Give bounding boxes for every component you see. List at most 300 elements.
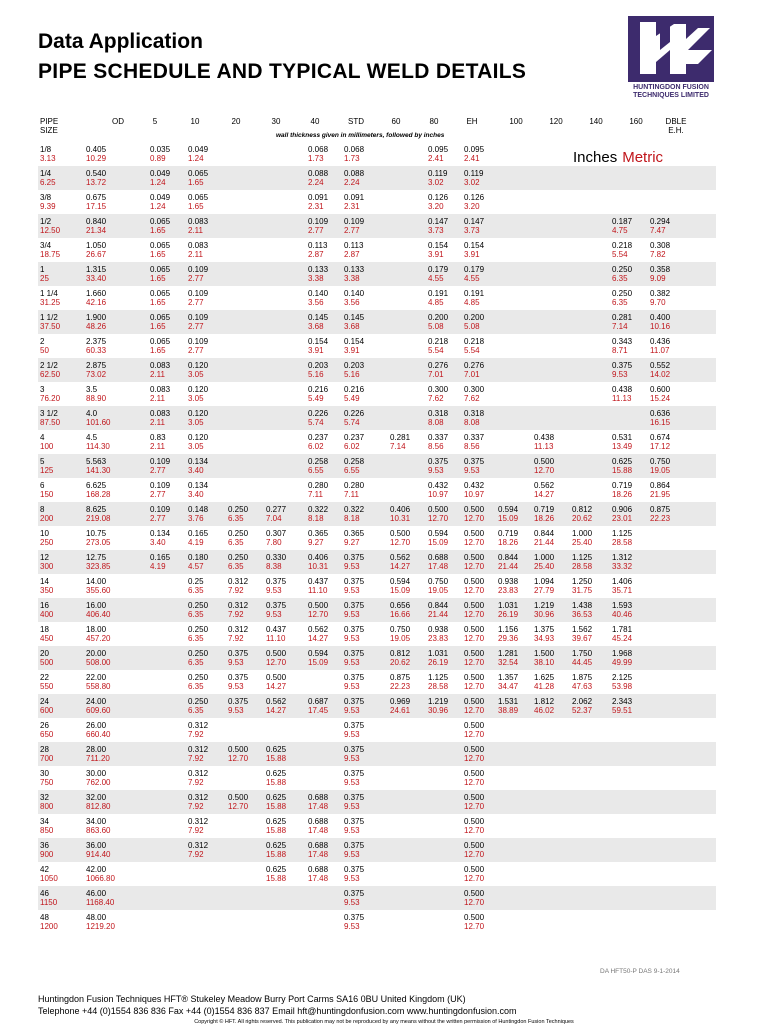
cell-inches: 0.375 xyxy=(266,577,287,586)
cell-metric: 3.56 xyxy=(344,298,360,307)
cell-inches: 0.179 xyxy=(464,265,485,274)
cell-metric: 8.18 xyxy=(308,514,324,523)
cell-inches: 3.5 xyxy=(86,385,98,394)
cell-metric: 7.92 xyxy=(188,802,204,811)
cell-metric: 3.05 xyxy=(188,418,204,427)
cell-metric: 15.09 xyxy=(428,538,449,547)
cell-metric: 9.53 xyxy=(344,850,360,859)
cell-inches: 0.438 xyxy=(612,385,633,394)
cell-metric: 2.11 xyxy=(188,250,203,259)
cell-inches: 0.312 xyxy=(228,577,249,586)
cell-inches: 1.094 xyxy=(534,577,555,586)
cell-metric: 5.74 xyxy=(344,418,360,427)
nominal-size-metric: 450 xyxy=(40,634,54,643)
cell-inches: 28.00 xyxy=(86,745,107,754)
nominal-size-inches: 14 xyxy=(40,577,49,586)
cell-inches: 1.125 xyxy=(428,673,449,682)
cell-inches: 0.179 xyxy=(428,265,449,274)
cell-inches: 0.065 xyxy=(188,169,209,178)
page-title: Data Application xyxy=(38,30,203,53)
cell-metric: 6.35 xyxy=(228,538,244,547)
cell-metric: 9.53 xyxy=(344,562,360,571)
cell-metric: 30.96 xyxy=(428,706,449,715)
cell-inches: 2.062 xyxy=(572,697,593,706)
cell-inches: 0.500 xyxy=(266,649,287,658)
cell-inches: 1.315 xyxy=(86,265,107,274)
cell-metric: 2.77 xyxy=(188,274,204,283)
cell-inches: 0.250 xyxy=(612,289,633,298)
cell-metric: 10.97 xyxy=(464,490,485,499)
cell-inches: 0.500 xyxy=(464,769,485,778)
cell-inches: 0.500 xyxy=(464,817,485,826)
cell-inches: 22.00 xyxy=(86,673,107,682)
cell-metric: 14.27 xyxy=(390,562,411,571)
cell-inches: 0.187 xyxy=(612,217,633,226)
cell-inches: 0.318 xyxy=(464,409,485,418)
cell-inches: 1.219 xyxy=(534,601,555,610)
cell-inches: 1.219 xyxy=(428,697,449,706)
cell-metric: 33.32 xyxy=(612,562,633,571)
cell-inches: 0.322 xyxy=(344,505,365,514)
cell-inches: 48.00 xyxy=(86,913,107,922)
cell-metric: 6.35 xyxy=(188,658,204,667)
cell-inches: 0.500 xyxy=(464,913,485,922)
cell-metric: 21.44 xyxy=(498,562,519,571)
cell-inches: 0.312 xyxy=(228,601,249,610)
cell-inches: 0.180 xyxy=(188,553,209,562)
cell-metric: 12.70 xyxy=(464,850,485,859)
cell-metric: 2.24 xyxy=(308,178,324,187)
cell-metric: 9.53 xyxy=(344,874,360,883)
nominal-size-inches: 48 xyxy=(40,913,49,922)
cell-metric: 6.35 xyxy=(188,586,204,595)
cell-inches: 0.750 xyxy=(650,457,671,466)
cell-metric: 27.79 xyxy=(534,586,555,595)
cell-inches: 0.203 xyxy=(344,361,365,370)
cell-metric: 4.57 xyxy=(188,562,204,571)
cell-metric: 23.83 xyxy=(428,634,449,643)
cell-metric: 23.01 xyxy=(612,514,633,523)
cell-inches: 0.500 xyxy=(464,697,485,706)
cell-inches: 0.091 xyxy=(344,193,365,202)
table-row xyxy=(38,142,716,166)
cell-inches: 0.337 xyxy=(428,433,449,442)
cell-inches: 0.088 xyxy=(308,169,329,178)
nominal-size-metric: 6.25 xyxy=(40,178,56,187)
cell-metric: 4.85 xyxy=(464,298,480,307)
cell-metric: 3.56 xyxy=(308,298,324,307)
nominal-size-inches: 42 xyxy=(40,865,49,874)
cell-inches: 0.226 xyxy=(344,409,365,418)
cell-inches: 0.322 xyxy=(308,505,329,514)
column-header: 100 xyxy=(509,117,523,126)
column-header: 10 xyxy=(190,117,200,126)
cell-metric: 46.02 xyxy=(534,706,555,715)
cell-inches: 0.119 xyxy=(428,169,448,178)
cell-inches: 0.437 xyxy=(308,577,329,586)
cell-metric: 4.75 xyxy=(612,226,628,235)
cell-inches: 0.165 xyxy=(150,553,171,562)
table-row xyxy=(38,190,716,214)
cell-inches: 0.375 xyxy=(612,361,633,370)
cell-inches: 0.500 xyxy=(464,865,485,874)
nominal-size-metric: 1200 xyxy=(40,922,58,931)
cell-inches: 0.375 xyxy=(344,913,365,922)
cell-metric: 1.65 xyxy=(150,346,166,355)
cell-metric: 15.88 xyxy=(266,754,287,763)
cell-inches: 0.154 xyxy=(344,337,365,346)
nominal-size-inches: 46 xyxy=(40,889,49,898)
cell-metric: 7.01 xyxy=(464,370,480,379)
cell-metric: 7.92 xyxy=(228,610,244,619)
cell-inches: 0.688 xyxy=(308,817,329,826)
column-header: 80 xyxy=(429,117,439,126)
cell-inches: 0.750 xyxy=(390,625,411,634)
table-row xyxy=(38,238,716,262)
nominal-size-inches: 28 xyxy=(40,745,49,754)
cell-inches: 0.250 xyxy=(228,529,249,538)
cell-inches: 0.307 xyxy=(266,529,287,538)
cell-metric: 10.31 xyxy=(390,514,411,523)
nominal-size-inches: 20 xyxy=(40,649,49,658)
cell-inches: 0.375 xyxy=(344,649,365,658)
cell-inches: 10.75 xyxy=(86,529,107,538)
cell-inches: 0.200 xyxy=(464,313,485,322)
cell-inches: 0.500 xyxy=(464,577,485,586)
cell-inches: 46.00 xyxy=(86,889,107,898)
cell-metric: 24.61 xyxy=(390,706,411,715)
cell-inches: 0.191 xyxy=(464,289,485,298)
nominal-size-metric: 400 xyxy=(40,610,54,619)
cell-inches: 1.281 xyxy=(498,649,519,658)
cell-metric: 36.53 xyxy=(572,610,593,619)
cell-inches: 0.375 xyxy=(464,457,485,466)
cell-metric: 29.36 xyxy=(498,634,519,643)
nominal-size-inches: 4 xyxy=(40,433,45,442)
cell-inches: 0.312 xyxy=(188,745,209,754)
cell-metric: 3.40 xyxy=(188,466,204,475)
cell-metric: 1.65 xyxy=(150,274,166,283)
cell-inches: 0.552 xyxy=(650,361,671,370)
cell-inches: 0.687 xyxy=(308,697,329,706)
cell-inches: 0.406 xyxy=(308,553,329,562)
cell-inches: 0.312 xyxy=(188,769,209,778)
table-row xyxy=(38,358,716,382)
cell-metric: 7.92 xyxy=(188,754,204,763)
table-row xyxy=(38,910,716,934)
cell-metric: 12.70 xyxy=(534,466,555,475)
cell-metric: 1.65 xyxy=(188,178,204,187)
cell-metric: 1066.80 xyxy=(86,874,115,883)
cell-metric: 44.45 xyxy=(572,658,593,667)
nominal-size-metric: 700 xyxy=(40,754,54,763)
nominal-size-metric: 300 xyxy=(40,562,54,571)
cell-inches: 0.594 xyxy=(498,505,519,514)
cell-inches: 0.436 xyxy=(650,337,671,346)
nominal-size-metric: 850 xyxy=(40,826,54,835)
cell-metric: 4.55 xyxy=(464,274,480,283)
cell-metric: 7.14 xyxy=(390,442,406,451)
cell-inches: 30.00 xyxy=(86,769,107,778)
cell-metric: 12.70 xyxy=(428,514,449,523)
cell-metric: 15.88 xyxy=(266,826,287,835)
cell-metric: 12.70 xyxy=(464,826,485,835)
cell-inches: 0.500 xyxy=(464,505,485,514)
cell-metric: 26.67 xyxy=(86,250,107,259)
cell-metric: 15.24 xyxy=(650,394,671,403)
cell-inches: 0.065 xyxy=(150,337,171,346)
cell-metric: 3.40 xyxy=(188,490,204,499)
table-row xyxy=(38,574,716,598)
cell-metric: 660.40 xyxy=(86,730,111,739)
cell-inches: 0.864 xyxy=(650,481,671,490)
cell-metric: 3.68 xyxy=(344,322,360,331)
cell-metric: 7.92 xyxy=(188,778,204,787)
cell-metric: 10.31 xyxy=(308,562,329,571)
cell-inches: 0.318 xyxy=(428,409,449,418)
cell-metric: 3.38 xyxy=(308,274,324,283)
cell-metric: 32.54 xyxy=(498,658,519,667)
cell-inches: 0.375 xyxy=(228,673,249,682)
cell-inches: 0.065 xyxy=(150,217,171,226)
copyright-notice: Copyright © HFT. All rights reserved. This publication may not be reproduced by any means without the written permission of Huntingdon Fusion Techniques xyxy=(194,1019,574,1025)
cell-inches: 1.031 xyxy=(498,601,519,610)
cell-inches: 0.969 xyxy=(390,697,411,706)
cell-metric: 8.56 xyxy=(428,442,444,451)
nominal-size-inches: 1 xyxy=(40,265,45,274)
table-subheader: wall thickness given in millimeters, followed by inches xyxy=(276,132,445,139)
cell-metric: 19.05 xyxy=(428,586,449,595)
cell-metric: 6.02 xyxy=(344,442,360,451)
cell-metric: 2.77 xyxy=(150,514,166,523)
table-row xyxy=(38,670,716,694)
cell-inches: 2.343 xyxy=(612,697,633,706)
cell-metric: 17.45 xyxy=(308,706,329,715)
cell-metric: 2.11 xyxy=(188,226,203,235)
cell-metric: 22.23 xyxy=(390,682,411,691)
cell-metric: 34.47 xyxy=(498,682,519,691)
cell-inches: 0.938 xyxy=(498,577,519,586)
cell-metric: 15.88 xyxy=(266,802,287,811)
cell-inches: 0.250 xyxy=(188,649,209,658)
column-header: 160 xyxy=(629,117,643,126)
cell-metric: 6.55 xyxy=(344,466,360,475)
cell-inches: 0.500 xyxy=(308,601,329,610)
cell-inches: 0.688 xyxy=(308,841,329,850)
footer-address: Huntingdon Fusion Techniques HFT® Stukeley Meadow Burry Port Carms SA16 0BU United Kingdom (UK) xyxy=(38,994,466,1004)
cell-metric: 9.53 xyxy=(344,922,360,931)
cell-inches: 0.083 xyxy=(188,241,209,250)
cell-metric: 355.60 xyxy=(86,586,111,595)
cell-inches: 0.562 xyxy=(390,553,411,562)
cell-inches: 0.083 xyxy=(188,217,209,226)
cell-inches: 0.200 xyxy=(428,313,449,322)
cell-metric: 9.53 xyxy=(428,466,444,475)
cell-metric: 12.70 xyxy=(464,898,485,907)
cell-metric: 11.13 xyxy=(612,394,632,403)
nominal-size-metric: 750 xyxy=(40,778,54,787)
cell-metric: 1.65 xyxy=(150,226,166,235)
nominal-size-inches: 8 xyxy=(40,505,45,514)
cell-metric: 12.70 xyxy=(464,514,485,523)
cell-inches: 0.083 xyxy=(150,409,171,418)
cell-metric: 3.38 xyxy=(344,274,360,283)
cell-inches: 0.120 xyxy=(188,385,209,394)
cell-inches: 1.438 xyxy=(572,601,593,610)
cell-metric: 323.85 xyxy=(86,562,111,571)
cell-metric: 2.11 xyxy=(150,370,165,379)
table-row xyxy=(38,262,716,286)
cell-inches: 0.277 xyxy=(266,505,287,514)
cell-inches: 0.337 xyxy=(464,433,485,442)
cell-inches: 0.531 xyxy=(612,433,633,442)
cell-metric: 12.70 xyxy=(464,874,485,883)
cell-inches: 1.593 xyxy=(612,601,633,610)
cell-metric: 609.60 xyxy=(86,706,111,715)
table-row xyxy=(38,694,716,718)
cell-metric: 15.88 xyxy=(612,466,633,475)
cell-metric: 39.67 xyxy=(572,634,593,643)
cell-metric: 141.30 xyxy=(86,466,111,475)
cell-inches: 1.968 xyxy=(612,649,633,658)
cell-metric: 6.35 xyxy=(228,514,244,523)
cell-inches: 1.406 xyxy=(612,577,633,586)
table-row xyxy=(38,814,716,838)
cell-metric: 12.70 xyxy=(464,610,485,619)
cell-inches: 0.562 xyxy=(534,481,555,490)
cell-inches: 0.382 xyxy=(650,289,671,298)
cell-inches: 0.25 xyxy=(188,577,204,586)
nominal-size-inches: 5 xyxy=(40,457,45,466)
cell-inches: 0.625 xyxy=(266,769,287,778)
cell-metric: 5.54 xyxy=(464,346,480,355)
cell-inches: 0.625 xyxy=(612,457,633,466)
cell-inches: 0.500 xyxy=(464,793,485,802)
cell-metric: 17.12 xyxy=(650,442,671,451)
cell-metric: 7.62 xyxy=(428,394,444,403)
cell-metric: 3.76 xyxy=(188,514,204,523)
cell-metric: 9.53 xyxy=(228,658,244,667)
cell-metric: 12.70 xyxy=(464,586,485,595)
nominal-size-inches: 1 1/4 xyxy=(40,289,58,298)
cell-inches: 0.375 xyxy=(344,601,365,610)
cell-inches: 0.500 xyxy=(228,793,249,802)
cell-inches: 0.312 xyxy=(188,793,209,802)
cell-metric: 20.62 xyxy=(572,514,593,523)
cell-metric: 11.10 xyxy=(266,634,286,643)
cell-metric: 15.88 xyxy=(266,850,287,859)
cell-inches: 0.065 xyxy=(188,193,209,202)
cell-inches: 1.000 xyxy=(534,553,555,562)
cell-inches: 0.400 xyxy=(650,313,671,322)
cell-metric: 8.71 xyxy=(612,346,628,355)
cell-metric: 1.65 xyxy=(150,298,166,307)
cell-inches: 6.625 xyxy=(86,481,107,490)
cell-inches: 0.500 xyxy=(464,745,485,754)
cell-metric: 6.35 xyxy=(228,562,244,571)
cell-inches: 0.312 xyxy=(228,625,249,634)
table-row xyxy=(38,310,716,334)
cell-inches: 1.660 xyxy=(86,289,107,298)
cell-inches: 0.300 xyxy=(464,385,485,394)
table-row xyxy=(38,502,716,526)
nominal-size-inches: 1/8 xyxy=(40,145,52,154)
cell-metric: 8.56 xyxy=(464,442,480,451)
nominal-size-inches: 12 xyxy=(40,553,49,562)
cell-inches: 1.125 xyxy=(572,553,593,562)
cell-inches: 0.83 xyxy=(150,433,166,442)
cell-metric: 9.53 xyxy=(344,802,360,811)
cell-inches: 0.148 xyxy=(188,505,209,514)
cell-inches: 0.625 xyxy=(266,841,287,850)
cell-metric: 7.62 xyxy=(464,394,480,403)
cell-metric: 2.77 xyxy=(188,298,204,307)
table-row xyxy=(38,286,716,310)
cell-inches: 0.280 xyxy=(344,481,365,490)
cell-metric: 5.54 xyxy=(612,250,628,259)
cell-inches: 0.134 xyxy=(188,457,209,466)
logo-text: HUNTINGDON FUSION TECHNIQUES LIMITED xyxy=(633,84,709,99)
cell-inches: 0.109 xyxy=(188,313,209,322)
cell-metric: 31.75 xyxy=(572,586,593,595)
cell-metric: 5.08 xyxy=(464,322,480,331)
cell-metric: 14.27 xyxy=(266,706,287,715)
cell-inches: 0.068 xyxy=(308,145,329,154)
cell-metric: 12.70 xyxy=(228,754,249,763)
column-header: 20 xyxy=(231,117,241,126)
cell-metric: 3.20 xyxy=(428,202,444,211)
cell-inches: 18.00 xyxy=(86,625,107,634)
nominal-size-metric: 125 xyxy=(40,466,54,475)
cell-inches: 0.432 xyxy=(428,481,449,490)
table-row xyxy=(38,430,716,454)
cell-inches: 0.500 xyxy=(464,721,485,730)
cell-metric: 3.05 xyxy=(188,442,204,451)
cell-metric: 12.70 xyxy=(464,682,485,691)
cell-inches: 0.154 xyxy=(464,241,485,250)
cell-metric: 6.55 xyxy=(308,466,324,475)
cell-metric: 9.53 xyxy=(344,658,360,667)
cell-inches: 0.875 xyxy=(650,505,671,514)
column-header: 5 xyxy=(152,117,158,126)
page-subtitle: PIPE SCHEDULE AND TYPICAL WELD DETAILS xyxy=(38,60,527,83)
cell-metric: 7.11 xyxy=(344,490,359,499)
cell-inches: 0.049 xyxy=(188,145,209,154)
cell-metric: 9.70 xyxy=(650,298,666,307)
table-row xyxy=(38,718,716,742)
cell-metric: 15.88 xyxy=(266,778,287,787)
cell-inches: 0.049 xyxy=(150,169,171,178)
cell-metric: 2.11 xyxy=(150,442,165,451)
cell-metric: 1219.20 xyxy=(86,922,115,931)
cell-inches: 0.562 xyxy=(266,697,287,706)
cell-metric: 12.70 xyxy=(308,610,329,619)
cell-metric: 9.53 xyxy=(344,634,360,643)
nominal-size-inches: 22 xyxy=(40,673,49,682)
cell-inches: 0.375 xyxy=(344,889,365,898)
cell-inches: 1.000 xyxy=(572,529,593,538)
cell-inches: 1.357 xyxy=(498,673,519,682)
cell-metric: 2.24 xyxy=(344,178,360,187)
nominal-size-metric: 150 xyxy=(40,490,54,499)
cell-inches: 0.500 xyxy=(464,625,485,634)
cell-metric: 9.53 xyxy=(344,754,360,763)
cell-inches: 0.133 xyxy=(308,265,329,274)
cell-inches: 0.276 xyxy=(464,361,485,370)
cell-inches: 0.250 xyxy=(228,505,249,514)
footer-contact: Telephone +44 (0)1554 836 836 Fax +44 (0)1554 836 837 Email hft@huntingdonfusion.com www.huntingdonfusion.com xyxy=(38,1006,517,1016)
cell-inches: 0.126 xyxy=(428,193,449,202)
